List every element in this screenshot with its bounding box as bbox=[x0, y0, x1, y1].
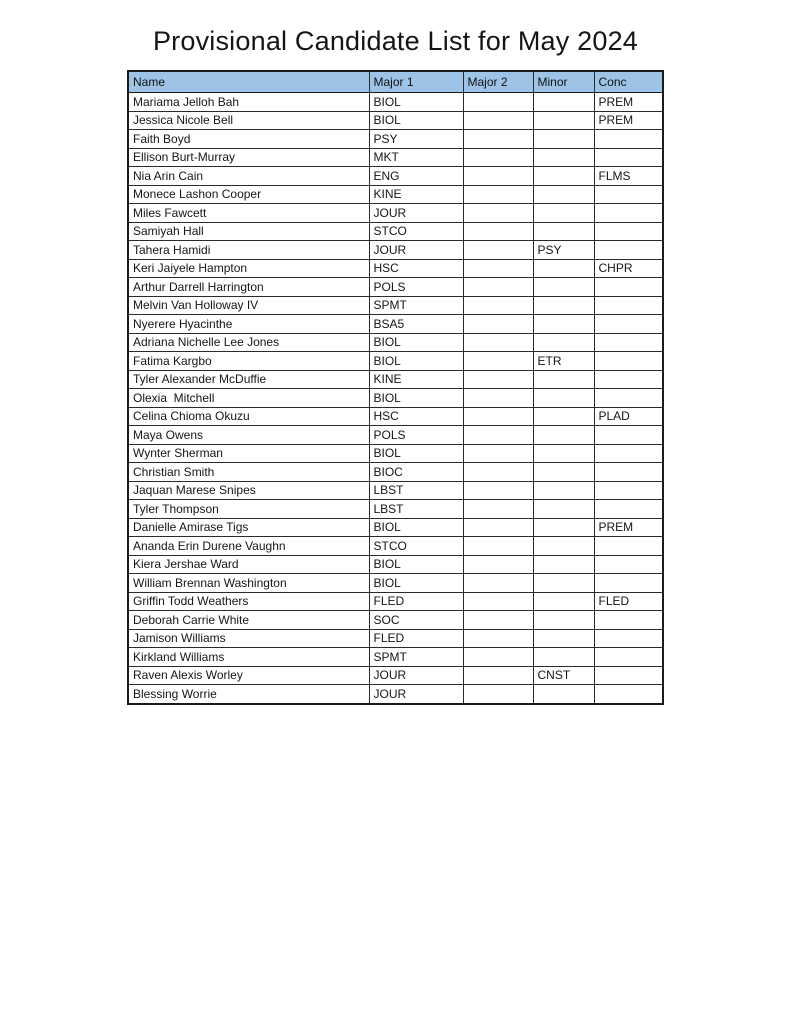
table-row bbox=[128, 574, 663, 593]
header-conc: Conc bbox=[594, 71, 663, 93]
major1-cell: LBST bbox=[369, 481, 463, 500]
conc-cell bbox=[594, 500, 663, 519]
major2-cell bbox=[463, 574, 533, 593]
conc-cell bbox=[594, 574, 663, 593]
candidate-name-cell: Griffin Todd Weathers bbox=[128, 592, 369, 611]
table-row bbox=[128, 130, 663, 149]
conc-cell bbox=[594, 555, 663, 574]
candidate-name-cell: Faith Boyd bbox=[128, 130, 369, 149]
minor-cell bbox=[533, 555, 594, 574]
conc-cell bbox=[594, 148, 663, 167]
table-row bbox=[128, 333, 663, 352]
major2-cell bbox=[463, 666, 533, 685]
major1-cell: HSC bbox=[369, 259, 463, 278]
major1-cell: MKT bbox=[369, 148, 463, 167]
minor-cell bbox=[533, 148, 594, 167]
table-row bbox=[128, 111, 663, 130]
table-row bbox=[128, 518, 663, 537]
header-major2: Major 2 bbox=[463, 71, 533, 93]
minor-cell bbox=[533, 296, 594, 315]
major1-cell: BIOL bbox=[369, 518, 463, 537]
conc-cell bbox=[594, 648, 663, 667]
major1-cell: ENG bbox=[369, 167, 463, 186]
minor-cell bbox=[533, 463, 594, 482]
major2-cell bbox=[463, 648, 533, 667]
major1-cell: POLS bbox=[369, 426, 463, 445]
major2-cell bbox=[463, 148, 533, 167]
major2-cell bbox=[463, 204, 533, 223]
candidate-name-cell: Olexia Mitchell bbox=[128, 389, 369, 408]
candidate-name-cell: Mariama Jelloh Bah bbox=[128, 93, 369, 112]
table-row bbox=[128, 315, 663, 334]
minor-cell bbox=[533, 259, 594, 278]
table-row bbox=[128, 666, 663, 685]
minor-cell bbox=[533, 685, 594, 704]
minor-cell bbox=[533, 648, 594, 667]
major1-cell: JOUR bbox=[369, 204, 463, 223]
major2-cell bbox=[463, 463, 533, 482]
conc-cell: FLED bbox=[594, 592, 663, 611]
table-row bbox=[128, 370, 663, 389]
candidate-name-cell: Christian Smith bbox=[128, 463, 369, 482]
minor-cell: CNST bbox=[533, 666, 594, 685]
major1-cell: BIOL bbox=[369, 555, 463, 574]
major2-cell bbox=[463, 611, 533, 630]
minor-cell bbox=[533, 481, 594, 500]
major2-cell bbox=[463, 259, 533, 278]
major1-cell: HSC bbox=[369, 407, 463, 426]
minor-cell: ETR bbox=[533, 352, 594, 371]
conc-cell bbox=[594, 333, 663, 352]
table-row bbox=[128, 407, 663, 426]
major1-cell: JOUR bbox=[369, 685, 463, 704]
major1-cell: JOUR bbox=[369, 666, 463, 685]
minor-cell bbox=[533, 518, 594, 537]
minor-cell bbox=[533, 93, 594, 112]
minor-cell bbox=[533, 315, 594, 334]
candidate-name-cell: Ananda Erin Durene Vaughn bbox=[128, 537, 369, 556]
table-row bbox=[128, 444, 663, 463]
conc-cell bbox=[594, 185, 663, 204]
minor-cell bbox=[533, 333, 594, 352]
major1-cell: KINE bbox=[369, 185, 463, 204]
table-row bbox=[128, 481, 663, 500]
minor-cell bbox=[533, 500, 594, 519]
candidate-name-cell: Kirkland Williams bbox=[128, 648, 369, 667]
candidate-table bbox=[127, 70, 664, 705]
minor-cell bbox=[533, 204, 594, 223]
major1-cell: SOC bbox=[369, 611, 463, 630]
major2-cell bbox=[463, 185, 533, 204]
candidate-name-cell: Tahera Hamidi bbox=[128, 241, 369, 260]
candidate-name-cell: Nyerere Hyacinthe bbox=[128, 315, 369, 334]
minor-cell bbox=[533, 537, 594, 556]
major1-cell: SPMT bbox=[369, 296, 463, 315]
major1-cell: BSA5 bbox=[369, 315, 463, 334]
conc-cell bbox=[594, 389, 663, 408]
major2-cell bbox=[463, 241, 533, 260]
candidate-name-cell: Fatima Kargbo bbox=[128, 352, 369, 371]
minor-cell bbox=[533, 407, 594, 426]
conc-cell bbox=[594, 611, 663, 630]
conc-cell: PREM bbox=[594, 518, 663, 537]
major2-cell bbox=[463, 296, 533, 315]
conc-cell bbox=[594, 204, 663, 223]
candidate-name-cell: Tyler Thompson bbox=[128, 500, 369, 519]
table-row bbox=[128, 167, 663, 186]
minor-cell bbox=[533, 278, 594, 297]
conc-cell: CHPR bbox=[594, 259, 663, 278]
conc-cell bbox=[594, 444, 663, 463]
table-row bbox=[128, 278, 663, 297]
candidate-name-cell: Raven Alexis Worley bbox=[128, 666, 369, 685]
major1-cell: BIOL bbox=[369, 111, 463, 130]
conc-cell bbox=[594, 278, 663, 297]
conc-cell: PLAD bbox=[594, 407, 663, 426]
major1-cell: JOUR bbox=[369, 241, 463, 260]
candidate-name-cell: Wynter Sherman bbox=[128, 444, 369, 463]
minor-cell bbox=[533, 111, 594, 130]
header-major1: Major 1 bbox=[369, 71, 463, 93]
major2-cell bbox=[463, 130, 533, 149]
minor-cell bbox=[533, 222, 594, 241]
table-row bbox=[128, 93, 663, 112]
table-body bbox=[128, 93, 663, 704]
conc-cell bbox=[594, 426, 663, 445]
major1-cell: BIOL bbox=[369, 352, 463, 371]
candidate-name-cell: Ellison Burt-Murray bbox=[128, 148, 369, 167]
candidate-name-cell: Arthur Darrell Harrington bbox=[128, 278, 369, 297]
major2-cell bbox=[463, 333, 533, 352]
table-row bbox=[128, 259, 663, 278]
candidate-name-cell: Tyler Alexander McDuffie bbox=[128, 370, 369, 389]
candidate-name-cell: Danielle Amirase Tigs bbox=[128, 518, 369, 537]
conc-cell bbox=[594, 666, 663, 685]
header-minor: Minor bbox=[533, 71, 594, 93]
table-header bbox=[128, 71, 663, 93]
table-row bbox=[128, 352, 663, 371]
candidate-name-cell: Maya Owens bbox=[128, 426, 369, 445]
table-row bbox=[128, 592, 663, 611]
table-row bbox=[128, 426, 663, 445]
candidate-name-cell: Deborah Carrie White bbox=[128, 611, 369, 630]
table-row bbox=[128, 241, 663, 260]
major1-cell: PSY bbox=[369, 130, 463, 149]
major2-cell bbox=[463, 93, 533, 112]
major2-cell bbox=[463, 592, 533, 611]
minor-cell bbox=[533, 167, 594, 186]
minor-cell: PSY bbox=[533, 241, 594, 260]
major2-cell bbox=[463, 315, 533, 334]
major2-cell bbox=[463, 389, 533, 408]
major2-cell bbox=[463, 518, 533, 537]
candidate-name-cell: Keri Jaiyele Hampton bbox=[128, 259, 369, 278]
major1-cell: BIOL bbox=[369, 389, 463, 408]
minor-cell bbox=[533, 444, 594, 463]
major2-cell bbox=[463, 222, 533, 241]
major2-cell bbox=[463, 426, 533, 445]
table-row bbox=[128, 148, 663, 167]
table-row bbox=[128, 537, 663, 556]
major1-cell: BIOL bbox=[369, 333, 463, 352]
major2-cell bbox=[463, 481, 533, 500]
major1-cell: BIOL bbox=[369, 93, 463, 112]
major1-cell: FLED bbox=[369, 629, 463, 648]
conc-cell bbox=[594, 130, 663, 149]
minor-cell bbox=[533, 574, 594, 593]
candidate-name-cell: Kiera Jershae Ward bbox=[128, 555, 369, 574]
major2-cell bbox=[463, 629, 533, 648]
header-row bbox=[128, 71, 663, 93]
conc-cell bbox=[594, 537, 663, 556]
major2-cell bbox=[463, 370, 533, 389]
conc-cell: PREM bbox=[594, 93, 663, 112]
header-name: Name bbox=[128, 71, 369, 93]
minor-cell bbox=[533, 370, 594, 389]
candidate-name-cell: Jamison Williams bbox=[128, 629, 369, 648]
major2-cell bbox=[463, 111, 533, 130]
major1-cell: POLS bbox=[369, 278, 463, 297]
major2-cell bbox=[463, 352, 533, 371]
minor-cell bbox=[533, 592, 594, 611]
conc-cell: FLMS bbox=[594, 167, 663, 186]
table-row bbox=[128, 222, 663, 241]
candidate-name-cell: Blessing Worrie bbox=[128, 685, 369, 704]
candidate-name-cell: Samiyah Hall bbox=[128, 222, 369, 241]
major2-cell bbox=[463, 537, 533, 556]
table-row bbox=[128, 389, 663, 408]
candidate-name-cell: Monece Lashon Cooper bbox=[128, 185, 369, 204]
major2-cell bbox=[463, 555, 533, 574]
major1-cell: LBST bbox=[369, 500, 463, 519]
major2-cell bbox=[463, 685, 533, 704]
table-row bbox=[128, 648, 663, 667]
major2-cell bbox=[463, 444, 533, 463]
major2-cell bbox=[463, 500, 533, 519]
major1-cell: BIOL bbox=[369, 574, 463, 593]
conc-cell bbox=[594, 685, 663, 704]
conc-cell: PREM bbox=[594, 111, 663, 130]
major1-cell: BIOL bbox=[369, 444, 463, 463]
major1-cell: BIOC bbox=[369, 463, 463, 482]
major2-cell bbox=[463, 167, 533, 186]
table-row bbox=[128, 296, 663, 315]
table-row bbox=[128, 500, 663, 519]
major2-cell bbox=[463, 278, 533, 297]
candidate-name-cell: Jaquan Marese Snipes bbox=[128, 481, 369, 500]
conc-cell bbox=[594, 463, 663, 482]
page-title: Provisional Candidate List for May 2024 bbox=[152, 26, 639, 56]
minor-cell bbox=[533, 629, 594, 648]
table-row bbox=[128, 629, 663, 648]
candidate-name-cell: William Brennan Washington bbox=[128, 574, 369, 593]
candidate-name-cell: Miles Fawcett bbox=[128, 204, 369, 223]
conc-cell bbox=[594, 222, 663, 241]
conc-cell bbox=[594, 296, 663, 315]
conc-cell bbox=[594, 352, 663, 371]
conc-cell bbox=[594, 370, 663, 389]
minor-cell bbox=[533, 389, 594, 408]
table-row bbox=[128, 204, 663, 223]
major1-cell: SPMT bbox=[369, 648, 463, 667]
conc-cell bbox=[594, 241, 663, 260]
table-row bbox=[128, 185, 663, 204]
table-row bbox=[128, 555, 663, 574]
candidate-name-cell: Jessica Nicole Bell bbox=[128, 111, 369, 130]
conc-cell bbox=[594, 315, 663, 334]
major1-cell: STCO bbox=[369, 222, 463, 241]
candidate-name-cell: Adriana Nichelle Lee Jones bbox=[128, 333, 369, 352]
candidate-name-cell: Nia Arin Cain bbox=[128, 167, 369, 186]
major1-cell: STCO bbox=[369, 537, 463, 556]
candidate-name-cell: Melvin Van Holloway IV bbox=[128, 296, 369, 315]
minor-cell bbox=[533, 426, 594, 445]
minor-cell bbox=[533, 130, 594, 149]
major1-cell: KINE bbox=[369, 370, 463, 389]
table-row bbox=[128, 685, 663, 704]
major2-cell bbox=[463, 407, 533, 426]
minor-cell bbox=[533, 611, 594, 630]
table-row bbox=[128, 463, 663, 482]
minor-cell bbox=[533, 185, 594, 204]
conc-cell bbox=[594, 629, 663, 648]
table-row bbox=[128, 611, 663, 630]
major1-cell: FLED bbox=[369, 592, 463, 611]
candidate-name-cell: Celina Chioma Okuzu bbox=[128, 407, 369, 426]
conc-cell bbox=[594, 481, 663, 500]
